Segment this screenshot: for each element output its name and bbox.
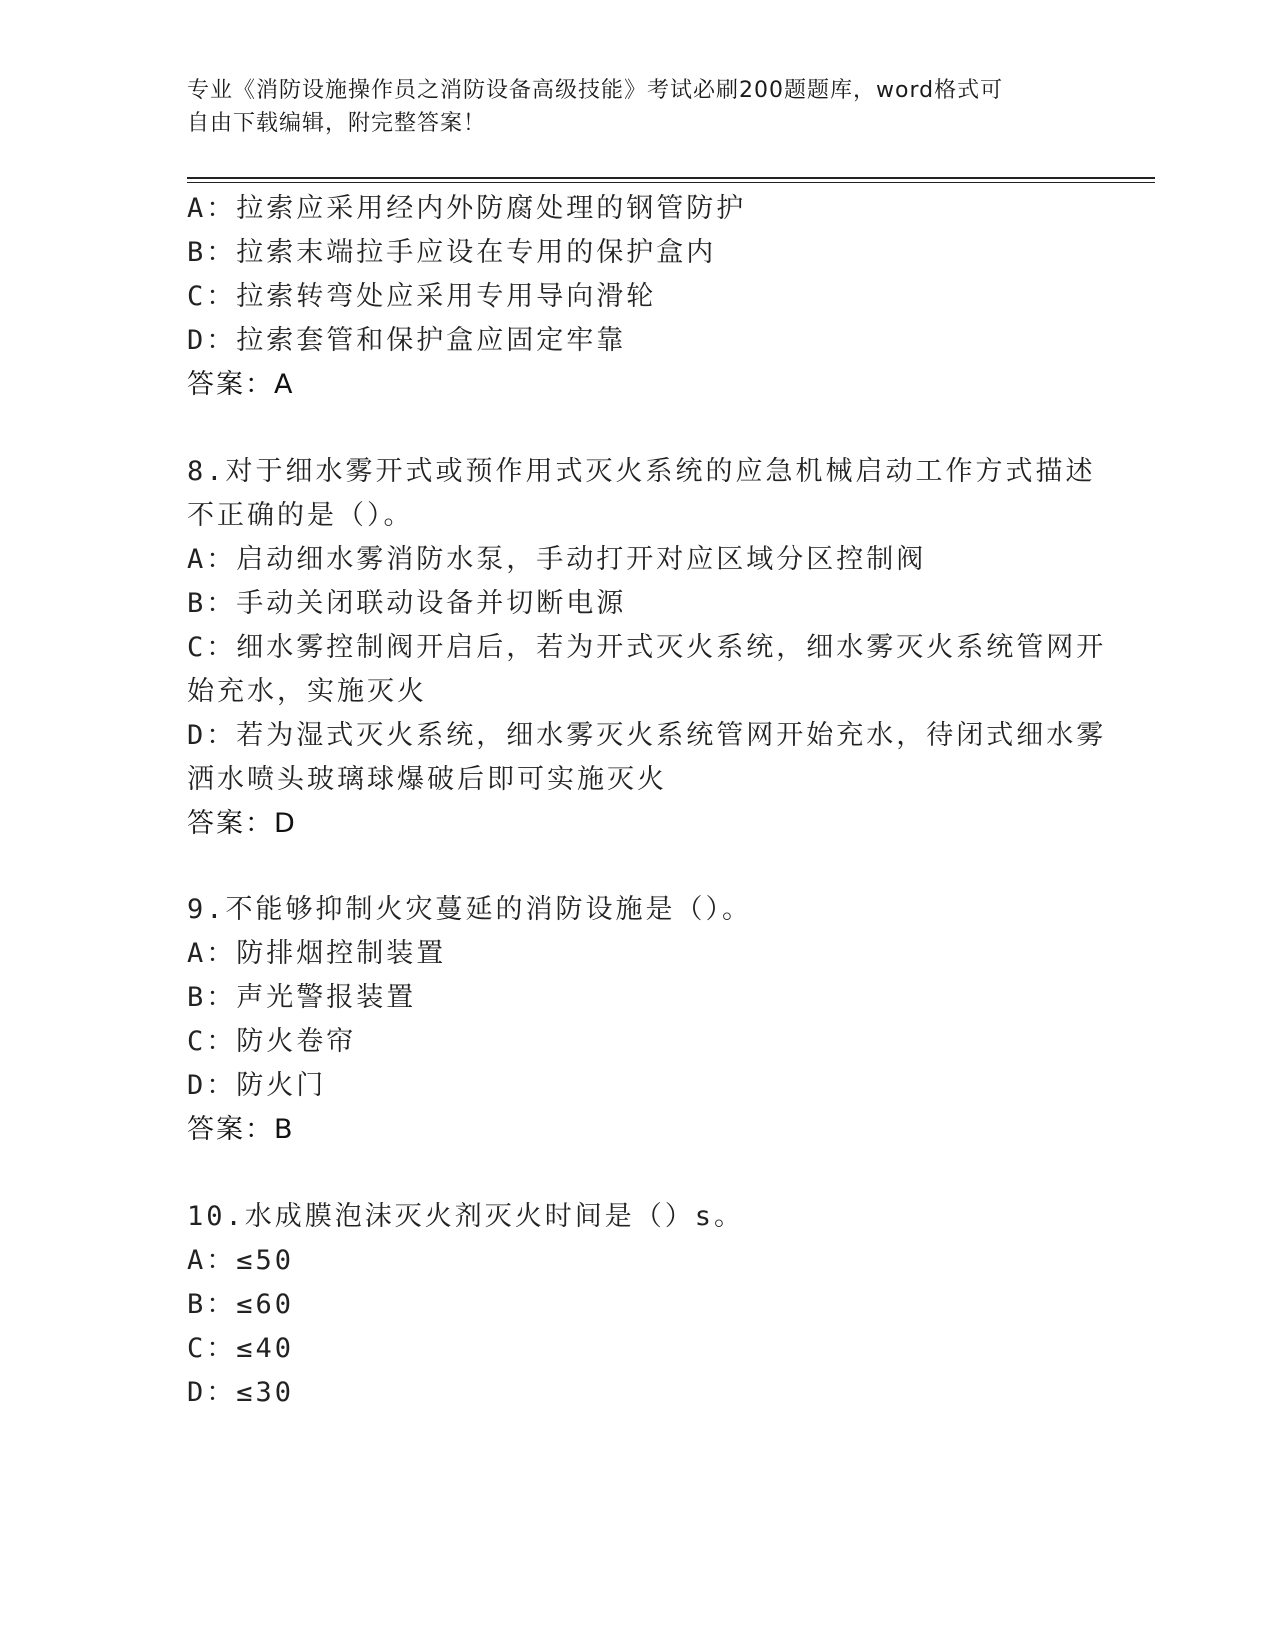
q7-option-c: C：拉索转弯处应采用专用导向滑轮 — [187, 281, 657, 312]
q9-option-c: C：防火卷帘 — [187, 1026, 357, 1057]
q10-option-c: C：≤40 — [187, 1333, 295, 1364]
header-divider-thin — [187, 182, 1155, 183]
q9-option-a: A：防排烟控制装置 — [187, 938, 447, 969]
q7-option-a: A：拉索应采用经内外防腐处理的钢管防护 — [187, 193, 747, 224]
q7-option-d: D：拉索套管和保护盒应固定牢靠 — [187, 325, 627, 356]
q8-stem-line-2: 不正确的是（）。 — [187, 500, 414, 531]
q8-option-c-line-2: 始充水，实施灭火 — [187, 676, 427, 707]
q10-option-a: A：≤50 — [187, 1245, 295, 1276]
q8-option-d-line-2: 洒水喷头玻璃球爆破后即可实施灭火 — [187, 764, 667, 795]
q8-answer: 答案：D — [187, 808, 297, 839]
document-header — [187, 74, 1067, 140]
q9-answer: 答案：B — [187, 1114, 295, 1145]
header-divider-thick — [187, 177, 1155, 179]
q7-answer: 答案：A — [187, 369, 295, 400]
q10-stem: 10.水成膜泡沫灭火剂灭火时间是（）s。 — [187, 1201, 745, 1232]
q9-option-b: B：声光警报装置 — [187, 982, 417, 1013]
q10-option-d: D：≤30 — [187, 1377, 295, 1408]
q8-option-d-line-1: D：若为湿式灭火系统，细水雾灭火系统管网开始充水，待闭式细水雾 — [187, 720, 1107, 751]
header-line-1: 专业《消防设施操作员之消防设备高级技能》考试必刷200题题库，word格式可 — [187, 78, 1004, 103]
q7-option-b: B：拉索末端拉手应设在专用的保护盒内 — [187, 237, 717, 268]
q8-stem-line-1: 8.对于细水雾开式或预作用式灭火系统的应急机械启动工作方式描述 — [187, 456, 1096, 487]
q8-option-c-line-1: C：细水雾控制阀开启后，若为开式灭火系统，细水雾灭火系统管网开 — [187, 632, 1107, 663]
q9-option-d: D：防火门 — [187, 1070, 327, 1101]
q8-option-a: A：启动细水雾消防水泵，手动打开对应区域分区控制阀 — [187, 544, 927, 575]
q8-option-b: B：手动关闭联动设备并切断电源 — [187, 588, 627, 619]
header-line-2: 自由下载编辑，附完整答案！ — [187, 111, 487, 136]
q10-option-b: B：≤60 — [187, 1289, 295, 1320]
q9-stem: 9.不能够抑制火灾蔓延的消防设施是（）。 — [187, 894, 753, 925]
